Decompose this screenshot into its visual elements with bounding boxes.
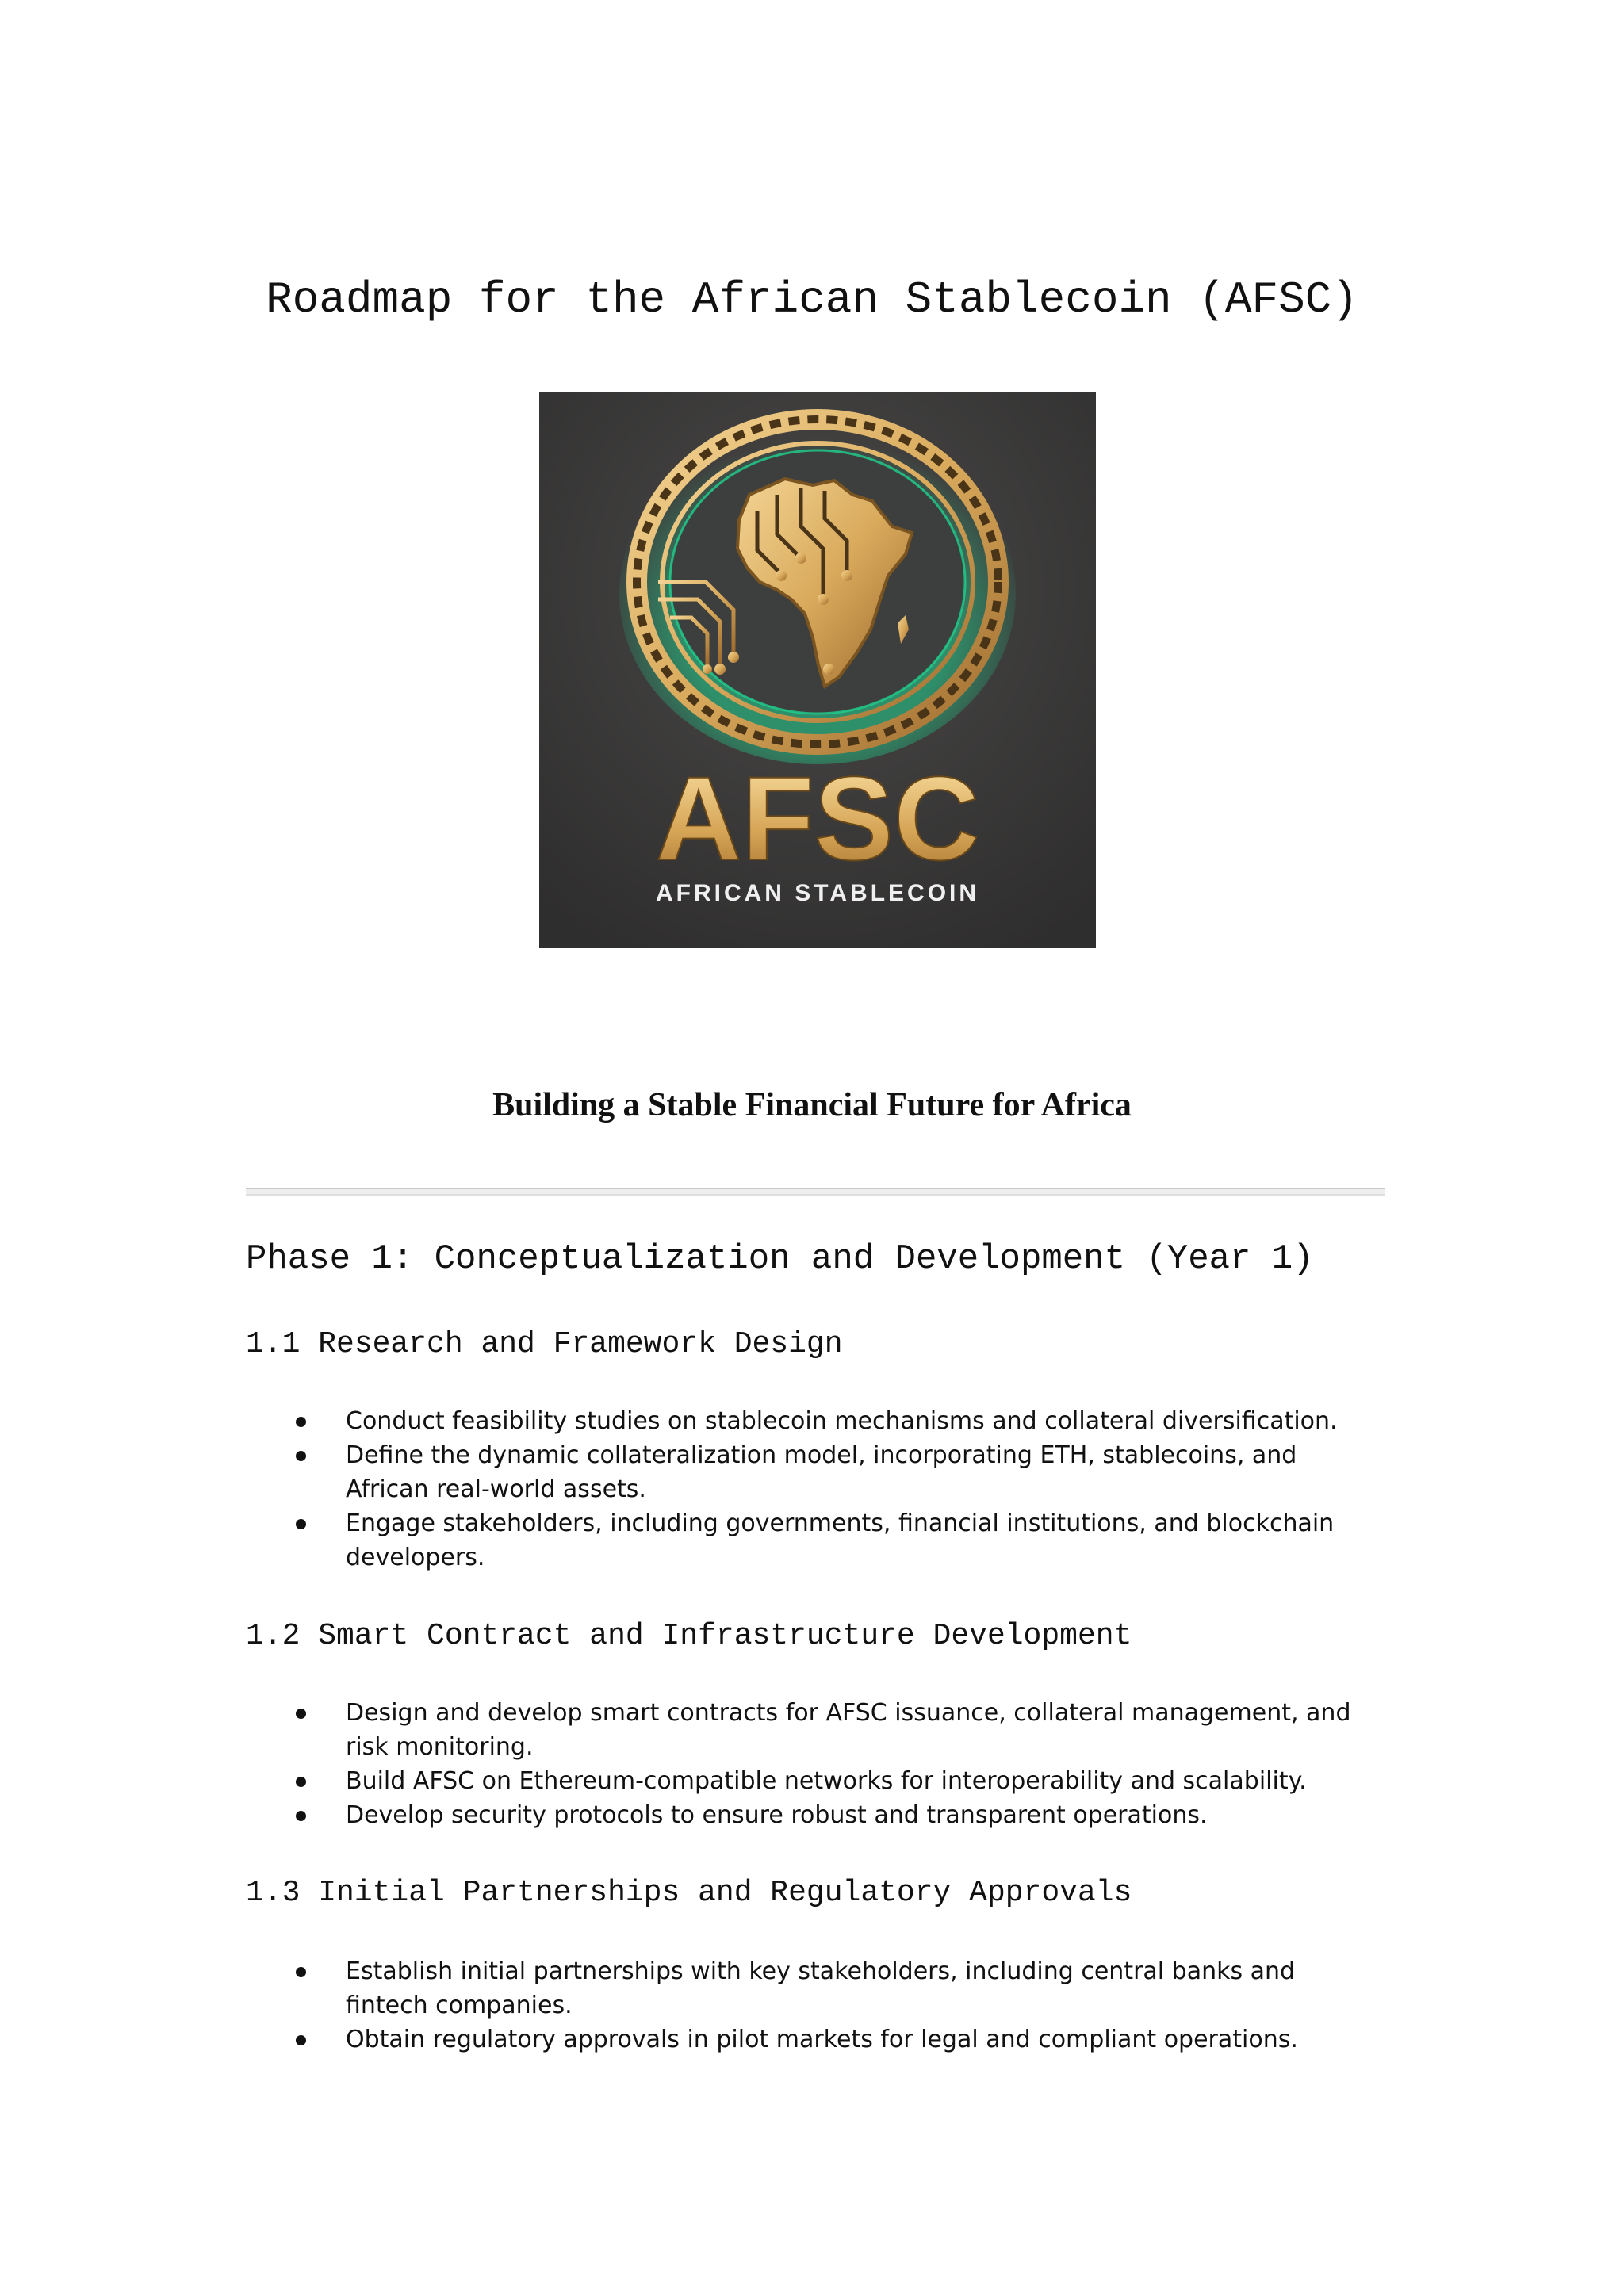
section-1-2-list [246,1696,1385,1832]
list-item: Obtain regulatory approvals in pilot markets for legal and compliant operations. [246,2022,1385,2057]
section-title-1-3: 1.3 Initial Partnerships and Regulatory Approvals [246,1876,1132,1910]
list-item: Design and develop smart contracts for AFSC issuance, collateral management, and risk monitoring. [246,1696,1385,1764]
section-1-1-list [246,1404,1385,1575]
section-title-1-1: 1.1 Research and Framework Design [246,1327,843,1361]
list-item: Define the dynamic collateralization model, incorporating ETH, stablecoins, and African real-world assets. [246,1438,1385,1506]
list-item: Conduct feasibility studies on stablecoin mechanisms and collateral diversification. [246,1404,1385,1438]
list-item: Engage stakeholders, including governments, financial institutions, and blockchain developers. [246,1506,1385,1575]
list-item: Establish initial partnerships with key stakeholders, including central banks and fintech companies. [246,1954,1385,2022]
document-title: Roadmap for the African Stablecoin (AFSC) [266,274,1358,325]
document-subtitle: Building a Stable Financial Future for Africa [492,1087,1132,1123]
logo-tagline: AFRICAN STABLECOIN [655,880,980,906]
list-item: Develop security protocols to ensure robust and transparent operations. [246,1798,1385,1832]
list-item: Build AFSC on Ethereum-compatible networks for interoperability and scalability. [246,1764,1385,1798]
horizontal-divider [246,1188,1385,1196]
logo-brand-text: AFSC [655,752,980,885]
phase-title: Phase 1: Conceptualization and Development (Year 1) [246,1239,1314,1279]
afsc-logo-image [539,392,1096,948]
section-1-3-list [246,1954,1385,2057]
section-title-1-2: 1.2 Smart Contract and Infrastructure Development [246,1619,1132,1653]
afsc-coin-africa-icon [539,392,1096,948]
